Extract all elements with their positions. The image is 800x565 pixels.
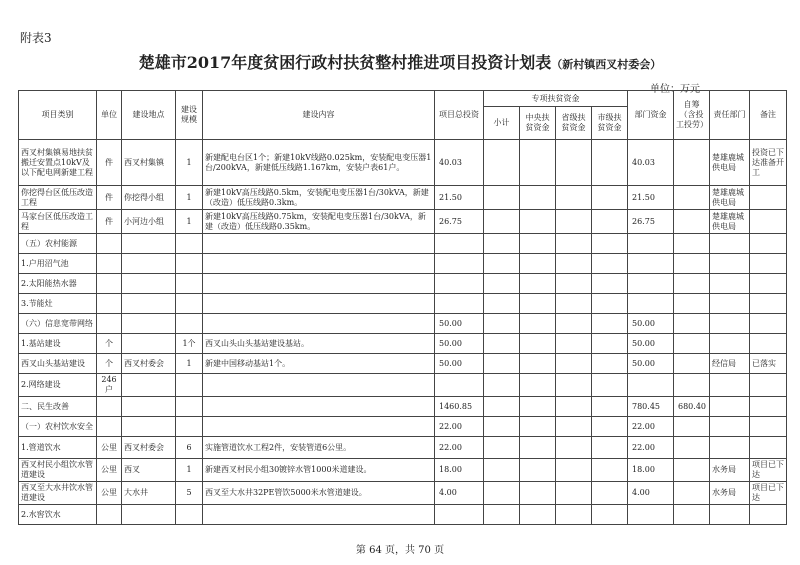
cell-location: 西叉村委会 [122,354,176,374]
cell-provincial [556,482,592,505]
cell-scale: 1 [176,140,203,186]
cell-scale: 6 [176,437,203,459]
cell-resp: 水务局 [710,482,750,505]
cell-content: 新建西叉村民小组30镀锌水管1000米道建设。 [203,459,435,482]
table-row [19,482,787,505]
cell-provincial [556,294,592,314]
cell-scale: 1 [176,459,203,482]
cell-central [520,334,556,354]
cell-total [435,294,484,314]
cell-total: 4.00 [435,482,484,505]
cell-self: 680.40 [674,397,710,417]
cell-provincial [556,334,592,354]
cell-total [435,505,484,525]
cell-location: 大水井 [122,482,176,505]
cell-content [203,234,435,254]
cell-dept: 40.03 [628,140,674,186]
table-row [19,354,787,374]
cell-unit [97,314,122,334]
header-central: 中央扶贫资金 [520,107,556,140]
cell-subtotal [484,437,520,459]
cell-scale [176,234,203,254]
cell-note [750,417,787,437]
cell-total: 50.00 [435,334,484,354]
cell-category: 你挖得台区低压改造工程 [19,186,97,210]
cell-central [520,274,556,294]
cell-total: 40.03 [435,140,484,186]
cell-subtotal [484,210,520,234]
cell-content [203,274,435,294]
cell-resp [710,294,750,314]
cell-city [592,354,628,374]
cell-provincial [556,354,592,374]
cell-self [674,294,710,314]
cell-dept: 50.00 [628,314,674,334]
cell-resp: 楚雄鹿城供电局 [710,210,750,234]
cell-city [592,437,628,459]
cell-category: 西叉山头基站建设 [19,354,97,374]
document-title [0,50,800,73]
cell-category: 马家台区低压改造工程 [19,210,97,234]
cell-content [203,505,435,525]
header-provincial: 省级扶贫资金 [556,107,592,140]
table-row [19,140,787,186]
cell-content [203,314,435,334]
table-row [19,437,787,459]
cell-total: 18.00 [435,459,484,482]
cell-subtotal [484,254,520,274]
cell-dept: 50.00 [628,334,674,354]
cell-subtotal [484,234,520,254]
cell-self [674,482,710,505]
cell-city [592,482,628,505]
cell-content: 新建中国移动基站1个。 [203,354,435,374]
cell-location: 小河边小组 [122,210,176,234]
cell-dept: 21.50 [628,186,674,210]
header-total: 项目总投资 [435,91,484,140]
cell-subtotal [484,274,520,294]
cell-provincial [556,210,592,234]
table-row [19,274,787,294]
cell-city [592,210,628,234]
cell-provincial [556,234,592,254]
cell-resp [710,314,750,334]
table-row [19,459,787,482]
cell-resp: 水务局 [710,459,750,482]
cell-total: 50.00 [435,354,484,374]
page-footer: 第 64 页，共 70 页 [355,545,445,556]
cell-resp [710,334,750,354]
cell-location [122,417,176,437]
cell-note: 已落实 [750,354,787,374]
cell-total: 26.75 [435,210,484,234]
cell-unit: 个 [97,354,122,374]
cell-category: 1.基站建设 [19,334,97,354]
cell-scale: 1 [176,354,203,374]
header-special-fund: 专项扶贫资金 [484,91,628,107]
cell-total [435,274,484,294]
cell-central [520,417,556,437]
cell-scale [176,314,203,334]
table-row [19,314,787,334]
cell-location: 西叉村委会 [122,437,176,459]
cell-scale [176,374,203,397]
cell-resp: 经信局 [710,354,750,374]
header-content: 建设内容 [203,91,435,140]
header-category: 项目类别 [19,91,97,140]
cell-subtotal [484,417,520,437]
cell-content: 新建10kV高压线路0.5km，安装配电变压器1台/30kVA，新建（改造）低压线路0.3km。 [203,186,435,210]
cell-note [750,397,787,417]
cell-total: 1460.85 [435,397,484,417]
header-resp: 责任部门 [710,91,750,140]
cell-resp [710,254,750,274]
cell-subtotal [484,374,520,397]
cell-self [674,234,710,254]
cell-central [520,374,556,397]
header-unit: 单位 [97,91,122,140]
cell-central [520,459,556,482]
cell-subtotal [484,482,520,505]
cell-note [750,254,787,274]
cell-note [750,234,787,254]
cell-scale: 1个 [176,334,203,354]
cell-central [520,482,556,505]
cell-unit: 公里 [97,482,122,505]
cell-subtotal [484,505,520,525]
cell-central [520,234,556,254]
cell-category: 2.网络建设 [19,374,97,397]
cell-note [750,437,787,459]
table-row [19,374,787,397]
cell-total [435,374,484,397]
cell-provincial [556,274,592,294]
cell-unit: 个 [97,334,122,354]
cell-city [592,234,628,254]
cell-location: 你挖得小组 [122,186,176,210]
cell-category: 二、民生改善 [19,397,97,417]
cell-content: 新建配电台区1个；新建10kV线路0.025km，安装配电变压器1台/200kVA，新建低压线路1.167km，安装户表61户。 [203,140,435,186]
cell-total: 21.50 [435,186,484,210]
header-scale: 建设规模 [176,91,203,140]
header-self: 自筹（含投工投劳） [674,91,710,140]
cell-resp [710,274,750,294]
cell-city [592,294,628,314]
cell-self [674,374,710,397]
cell-resp [710,374,750,397]
cell-resp [710,437,750,459]
cell-dept [628,505,674,525]
cell-dept: 22.00 [628,417,674,437]
cell-self [674,140,710,186]
attachment-label: 附表3 [20,31,52,45]
header-note: 备注 [750,91,787,140]
cell-dept: 26.75 [628,210,674,234]
cell-provincial [556,459,592,482]
cell-central [520,210,556,234]
cell-note: 项目已下达 [750,482,787,505]
table-row [19,397,787,417]
cell-location [122,274,176,294]
cell-unit: 公里 [97,459,122,482]
cell-dept [628,294,674,314]
cell-self [674,505,710,525]
cell-self [674,186,710,210]
cell-note [750,186,787,210]
cell-city [592,140,628,186]
table-row [19,186,787,210]
cell-central [520,505,556,525]
cell-resp [710,397,750,417]
cell-city [592,186,628,210]
cell-scale [176,417,203,437]
cell-location [122,234,176,254]
cell-category: （五）农村能源 [19,234,97,254]
cell-scale: 1 [176,186,203,210]
cell-total [435,234,484,254]
cell-note [750,274,787,294]
cell-resp: 楚雄鹿城供电局 [710,140,750,186]
cell-central [520,437,556,459]
header-location: 建设地点 [122,91,176,140]
table-row [19,234,787,254]
cell-dept: 4.00 [628,482,674,505]
cell-city [592,314,628,334]
cell-self [674,334,710,354]
cell-dept [628,274,674,294]
cell-unit [97,397,122,417]
cell-content: 实施管道饮水工程2件，安装管道6公里。 [203,437,435,459]
cell-location [122,254,176,274]
cell-note [750,505,787,525]
cell-city [592,397,628,417]
cell-content [203,254,435,274]
cell-note: 投资已下达准备开工 [750,140,787,186]
cell-self [674,254,710,274]
cell-subtotal [484,294,520,314]
cell-self [674,314,710,334]
cell-total: 22.00 [435,437,484,459]
cell-note: 项目已下达 [750,459,787,482]
cell-city [592,334,628,354]
cell-unit: 公里 [97,437,122,459]
cell-category: 3.节能灶 [19,294,97,314]
cell-central [520,314,556,334]
cell-total: 22.00 [435,417,484,437]
cell-unit [97,254,122,274]
cell-provincial [556,186,592,210]
cell-central [520,140,556,186]
cell-location [122,314,176,334]
table-row [19,210,787,234]
table-row [19,417,787,437]
cell-scale [176,254,203,274]
cell-category: 西叉村集镇易地扶贫搬迁安置点10kV及以下配电网新建工程 [19,140,97,186]
cell-unit [97,274,122,294]
cell-city [592,459,628,482]
cell-content [203,397,435,417]
cell-category: 西叉村民小组饮水管道建设 [19,459,97,482]
cell-city [592,274,628,294]
cell-subtotal [484,354,520,374]
cell-category: 1.管道饮水 [19,437,97,459]
cell-category: 1.户用沼气池 [19,254,97,274]
cell-total: 50.00 [435,314,484,334]
table-row [19,254,787,274]
cell-dept: 50.00 [628,354,674,374]
title-subtitle: （新村镇西叉村委会） [551,58,662,71]
cell-self [674,354,710,374]
cell-note [750,334,787,354]
cell-resp: 楚雄鹿城供电局 [710,186,750,210]
cell-scale [176,294,203,314]
cell-content: 西叉至大水井32PE管饮5000米水管道建设。 [203,482,435,505]
cell-total [435,254,484,274]
cell-central [520,397,556,417]
cell-dept [628,374,674,397]
cell-dept: 18.00 [628,459,674,482]
cell-category: 2.水窖饮水 [19,505,97,525]
cell-note [750,374,787,397]
cell-provincial [556,417,592,437]
cell-city [592,254,628,274]
cell-note [750,210,787,234]
cell-provincial [556,314,592,334]
cell-category: 西叉至大水井饮水管道建设 [19,482,97,505]
cell-subtotal [484,334,520,354]
cell-category: 2.太阳能热水器 [19,274,97,294]
cell-scale [176,397,203,417]
cell-subtotal [484,140,520,186]
cell-provincial [556,397,592,417]
cell-unit [97,417,122,437]
cell-content: 西叉山头山头基站建设基站。 [203,334,435,354]
cell-location [122,397,176,417]
header-dept: 部门资金 [628,91,674,140]
cell-dept [628,254,674,274]
cell-location [122,374,176,397]
cell-provincial [556,140,592,186]
table-body [19,140,787,525]
cell-note [750,294,787,314]
cell-dept: 780.45 [628,397,674,417]
cell-city [592,505,628,525]
cell-location [122,505,176,525]
cell-category: （一）农村饮水安全 [19,417,97,437]
table-row [19,334,787,354]
cell-city [592,417,628,437]
cell-self [674,274,710,294]
cell-location: 西叉 [122,459,176,482]
cell-content [203,417,435,437]
cell-subtotal [484,459,520,482]
table-row [19,294,787,314]
cell-unit [97,294,122,314]
cell-unit: 件 [97,210,122,234]
cell-self [674,437,710,459]
cell-resp [710,505,750,525]
investment-plan-table [18,90,787,525]
cell-dept [628,234,674,254]
cell-location: 西叉村集镇 [122,140,176,186]
cell-location [122,294,176,314]
cell-city [592,374,628,397]
cell-subtotal [484,186,520,210]
cell-subtotal [484,397,520,417]
header-city: 市级扶贫资金 [592,107,628,140]
cell-resp [710,234,750,254]
cell-resp [710,417,750,437]
cell-central [520,186,556,210]
title-text: 楚雄市2017年度贫困行政村扶贫整村推进项目投资计划表 [138,53,552,72]
cell-scale [176,505,203,525]
cell-central [520,254,556,274]
cell-content: 新建10kV高压线路0.75km，安装配电变压器1台/30kVA，新建（改造）低压线路0.35km。 [203,210,435,234]
cell-central [520,294,556,314]
cell-unit: 件 [97,186,122,210]
cell-content [203,374,435,397]
cell-unit [97,234,122,254]
cell-note [750,314,787,334]
cell-unit [97,505,122,525]
table-row [19,505,787,525]
cell-central [520,354,556,374]
cell-provincial [556,374,592,397]
cell-dept: 22.00 [628,437,674,459]
cell-provincial [556,505,592,525]
cell-unit: 件 [97,140,122,186]
cell-content [203,294,435,314]
cell-scale [176,274,203,294]
cell-scale: 5 [176,482,203,505]
cell-subtotal [484,314,520,334]
cell-category: （六）信息宽带网络 [19,314,97,334]
cell-scale: 1 [176,210,203,234]
cell-location [122,334,176,354]
cell-unit: 246户 [97,374,122,397]
cell-provincial [556,437,592,459]
cell-provincial [556,254,592,274]
cell-self [674,210,710,234]
cell-self [674,417,710,437]
cell-self [674,459,710,482]
unit-label: 单位：万元 [650,84,700,95]
header-subtotal: 小计 [484,107,520,140]
